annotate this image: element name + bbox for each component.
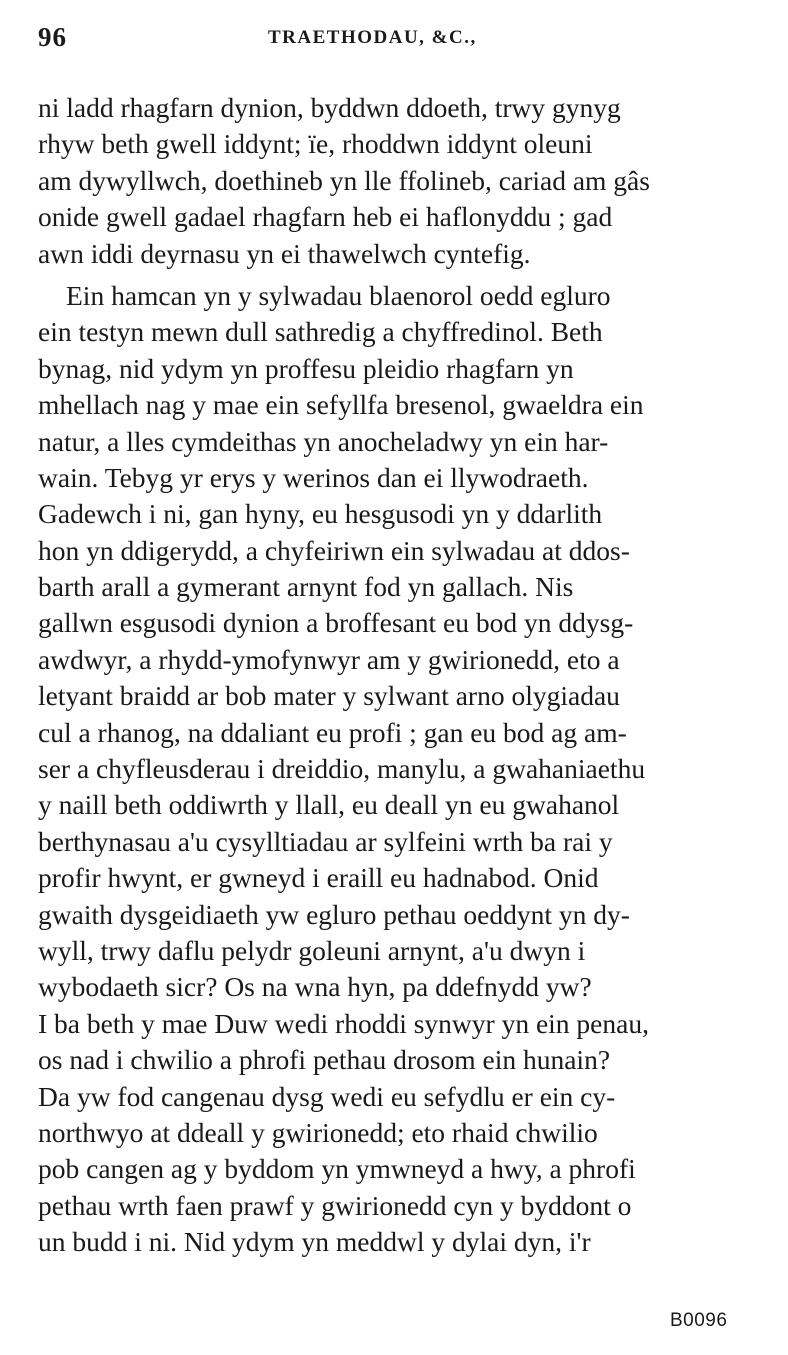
- text-line: ser a chyfleusderau i dreiddio, manylu, a gwahaniaethu: [38, 753, 646, 785]
- text-line: I ba beth y mae Duw wedi rhoddi synwyr yn ein penau,: [38, 1007, 649, 1039]
- text-line: pethau wrth faen prawf y gwirionedd cyn y byddont o: [38, 1189, 632, 1221]
- text-line: pob cangen ag y byddom yn ymwneyd a hwy, a phrofi: [38, 1153, 636, 1185]
- text-line: hon yn ddigerydd, a chyfeiriwn ein sylwadau at ddos-: [38, 534, 630, 566]
- text-line: am dywyllwch, doethineb yn lle ffolineb, cariad am gâs: [38, 164, 650, 196]
- text-line: awdwyr, a rhydd-ymofynwyr am y gwirionedd, eto a: [38, 643, 620, 675]
- text-line: northwyo at ddeall y gwirionedd; eto rhaid chwilio: [38, 1116, 598, 1148]
- text-line: cul a rhanog, na ddaliant eu profi ; gan eu bod ag am-: [38, 716, 627, 748]
- text-line: awn iddi deyrnasu yn ei thawelwch cyntefig.: [38, 237, 531, 269]
- text-line: ein testyn mewn dull sathredig a chyffredinol. Beth: [38, 316, 603, 348]
- text-line: rhyw beth gwell iddynt; ïe, rhoddwn iddynt oleuni: [38, 128, 593, 160]
- running-head: TRAETHODAU, &C.,: [268, 27, 477, 48]
- text-line: gallwn esgusodi dynion a broffesant eu bod yn ddysg-: [38, 607, 634, 639]
- text-line: wain. Tebyg yr erys y werinos dan ei llywodraeth.: [38, 461, 589, 493]
- text-line: un budd i ni. Nid ydym yn meddwl y dylai dyn, i'r: [38, 1226, 591, 1258]
- text-line: gwaith dysgeidiaeth yw egluro pethau oeddynt yn dy-: [38, 898, 630, 930]
- text-line: berthynasau a'u cysylltiadau ar sylfeini wrth ba rai y: [38, 825, 613, 857]
- text-line: letyant braidd ar bob mater y sylwant arno olygiadau: [38, 680, 620, 712]
- text-line: natur, a lles cymdeithas yn anocheladwy yn ein har-: [38, 425, 609, 457]
- text-line: wyll, trwy daflu pelydr goleuni arnynt, a'u dwyn i: [38, 934, 586, 966]
- page-number: 96: [38, 22, 67, 52]
- text-line: barth arall a gymerant arnynt fod yn gallach. Nis: [38, 571, 574, 603]
- body-text: [38, 90, 756, 1261]
- page-code: B0096: [670, 1310, 728, 1331]
- text-line: Da yw fod cangenau dysg wedi eu sefydlu er ein cy-: [38, 1080, 616, 1112]
- text-line: bynag, nid ydym yn proffesu pleidio rhagfarn yn: [38, 352, 574, 384]
- text-line: Gadewch i ni, gan hyny, eu hesgusodi yn y ddarlith: [38, 498, 603, 530]
- text-line: mhellach nag y mae ein sefyllfa bresenol, gwaeldra ein: [38, 389, 644, 421]
- text-line: onide gwell gadael rhagfarn heb ei haflonyddu ; gad: [38, 201, 613, 233]
- text-line: Ein hamcan yn y sylwadau blaenorol oedd egluro: [66, 279, 611, 311]
- text-line: profir hwynt, er gwneyd i eraill eu hadnabod. Onid: [38, 862, 599, 894]
- text-line: y naill beth oddiwrth y llall, eu deall yn eu gwahanol: [38, 789, 620, 821]
- paragraph-2: [38, 278, 756, 1261]
- text-line: os nad i chwilio a phrofi pethau drosom ein hunain?: [38, 1044, 611, 1076]
- text-line: ni ladd rhagfarn dynion, byddwn ddoeth, trwy gynyg: [38, 92, 621, 123]
- paragraph-1: [38, 90, 756, 272]
- text-line: wybodaeth sicr? Os na wna hyn, pa ddefnydd yw?: [38, 971, 592, 1003]
